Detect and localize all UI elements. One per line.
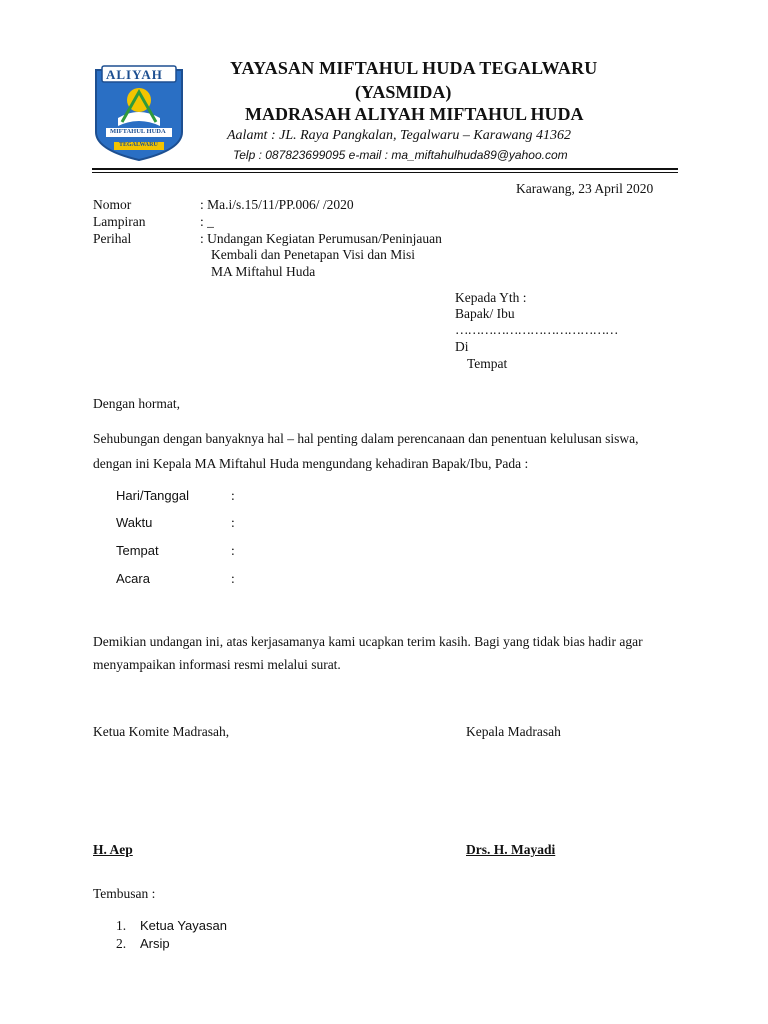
body-paragraph-line-1: Sehubungan dengan banyaknya hal – hal penting dalam perencanaan dan penentuan kelulusan siswa, [93, 431, 639, 446]
logo-mid-text: MIFTAHUL HUDA [110, 128, 166, 135]
perihal-line-2: Kembali dan Penetapan Visi dan Misi [211, 247, 416, 262]
logo-top-text: ALIYAH [106, 67, 163, 82]
school-name: MADRASAH ALIYAH MIFTAHUL HUDA [245, 104, 584, 124]
detail-label: Tempat [116, 543, 159, 558]
nomor-value: : Ma.i/s.15/11/PP.006/ /2020 [200, 197, 354, 212]
detail-label: Waktu [116, 515, 153, 530]
lampiran-value: : _ [200, 214, 214, 229]
foundation-name: YAYASAN MIFTAHUL HUDA TEGALWARU [230, 58, 598, 78]
perihal-label: Perihal [93, 231, 132, 246]
recipient-line-1: Kepada Yth : [455, 290, 527, 305]
closing-line-1: Demikian undangan ini, atas kerjasamanya kami ucapkan terim kasih. Bagi yang tidak bias hadir agar [93, 634, 643, 649]
letter-date: Karawang, 23 April 2020 [516, 181, 654, 196]
recipient-line-4: Di [455, 339, 469, 354]
signature-right-title: Kepala Madrasah [466, 724, 561, 739]
detail-label: Hari/Tanggal [116, 488, 189, 503]
foundation-acronym: (YASMIDA) [355, 82, 452, 102]
cc-item-number: 1. [116, 918, 127, 933]
school-contact: Telp : 087823699095 e-mail : ma_miftahulhuda89@yahoo.com [233, 148, 568, 162]
body-paragraph-line-2: dengan ini Kepala MA Miftahul Huda mengundang kehadiran Bapak/Ibu, Pada : [93, 456, 529, 471]
signature-right-name: Drs. H. Mayadi [466, 842, 556, 857]
perihal-line-3: MA Miftahul Huda [211, 264, 316, 279]
detail-colon: : [231, 515, 235, 530]
lampiran-label: Lampiran [93, 214, 146, 229]
detail-colon: : [231, 571, 235, 586]
recipient-dots: ………………………………… [455, 322, 618, 337]
signature-left-name: H. Aep [93, 842, 133, 857]
header-divider-thick [92, 168, 678, 170]
cc-label: Tembusan : [93, 886, 156, 901]
nomor-label: Nomor [93, 197, 132, 212]
detail-colon: : [231, 488, 235, 503]
school-address: Aalamt : JL. Raya Pangkalan, Tegalwaru – Karawang 41362 [227, 128, 572, 143]
cc-item-number: 2. [116, 936, 127, 951]
logo-bottom-text: TEGALWARU [119, 142, 158, 148]
greeting: Dengan hormat, [93, 396, 180, 411]
header-divider-thin [92, 172, 678, 173]
school-logo [92, 62, 186, 162]
perihal-value: : Undangan Kegiatan Perumusan/Peninjauan [200, 231, 442, 246]
recipient-line-2: Bapak/ Ibu [455, 306, 515, 321]
detail-label: Acara [116, 571, 150, 586]
recipient-line-5: Tempat [467, 356, 508, 371]
detail-colon: : [231, 543, 235, 558]
cc-item-text: Ketua Yayasan [140, 918, 227, 933]
cc-item-text: Arsip [140, 936, 170, 951]
closing-line-2: menyampaikan informasi resmi melalui surat. [93, 657, 341, 672]
signature-left-title: Ketua Komite Madrasah, [93, 724, 230, 739]
